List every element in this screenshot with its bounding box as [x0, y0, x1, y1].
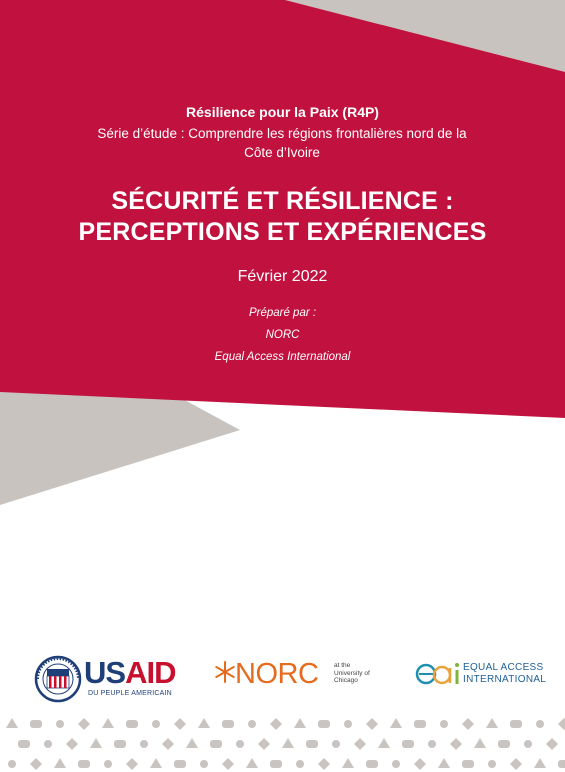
- pattern-motif: [236, 740, 244, 748]
- pattern-motif: [114, 740, 126, 748]
- pattern-motif: [462, 760, 474, 768]
- decorative-pattern-band: [0, 712, 565, 772]
- pattern-motif: [558, 718, 565, 730]
- pattern-motif: [524, 740, 532, 748]
- pattern-motif: [486, 718, 498, 728]
- pattern-motif: [66, 738, 78, 750]
- norc-wordmark: NORC: [235, 658, 319, 690]
- pattern-motif: [44, 740, 52, 748]
- pattern-motif: [282, 738, 294, 748]
- pattern-motif: [510, 758, 522, 770]
- pattern-motif: [536, 720, 544, 728]
- report-date: Février 2022: [237, 268, 328, 285]
- pattern-motif: [534, 758, 546, 768]
- pattern-motif: [258, 738, 270, 750]
- report-title-line-2: PERCEPTIONS ET EXPÉRIENCES: [78, 218, 487, 246]
- pattern-motif: [318, 758, 330, 770]
- author-eai: Equal Access International: [214, 351, 351, 363]
- pattern-motif: [162, 738, 174, 750]
- author-norc: NORC: [265, 329, 300, 341]
- pattern-motif: [198, 718, 210, 728]
- pattern-motif: [414, 720, 426, 728]
- pattern-motif: [558, 760, 565, 768]
- pattern-motif: [294, 718, 306, 728]
- eai-mark-icon: [414, 656, 464, 692]
- pattern-motif: [150, 758, 162, 768]
- pattern-motif: [392, 760, 400, 768]
- pattern-motif: [30, 758, 42, 770]
- pattern-motif: [78, 718, 90, 730]
- pattern-motif: [344, 720, 352, 728]
- pattern-motif: [200, 760, 208, 768]
- pattern-motif: [402, 740, 414, 748]
- pattern-motif: [174, 718, 186, 730]
- pattern-motif: [90, 738, 102, 748]
- pattern-motif: [546, 738, 558, 750]
- pattern-motif: [332, 740, 340, 748]
- program-title: Résilience pour la Paix (R4P): [186, 104, 379, 120]
- pattern-motif: [270, 718, 282, 730]
- pattern-motif: [510, 720, 522, 728]
- norc-logo: [213, 656, 413, 704]
- pattern-motif: [366, 760, 378, 768]
- pattern-motif: [152, 720, 160, 728]
- pattern-motif: [390, 718, 402, 728]
- pattern-motif: [354, 738, 366, 750]
- pattern-motif: [54, 758, 66, 768]
- usaid-seal-icon: [34, 655, 82, 703]
- pattern-motif: [126, 720, 138, 728]
- pattern-motif: [378, 738, 390, 748]
- norc-sub-line-2: University of: [334, 669, 370, 677]
- pattern-motif: [414, 758, 426, 770]
- pattern-motif: [428, 740, 436, 748]
- pattern-motif: [210, 740, 222, 748]
- pattern-motif: [174, 760, 186, 768]
- pattern-motif: [318, 720, 330, 728]
- pattern-motif: [498, 740, 510, 748]
- pattern-motif: [270, 760, 282, 768]
- pattern-motif: [140, 740, 148, 748]
- pattern-motif: [186, 738, 198, 748]
- pattern-motif: [248, 720, 256, 728]
- prepared-by-label: Préparé par :: [248, 307, 317, 319]
- pattern-motif: [18, 740, 30, 748]
- report-title: [0, 186, 565, 248]
- pattern-motif: [56, 720, 64, 728]
- prepared-by-block: [0, 302, 565, 368]
- pattern-motif: [462, 718, 474, 730]
- usaid-wordmark: [84, 657, 175, 689]
- usaid-tagline: DU PEUPLE AMERICAIN: [88, 690, 172, 697]
- pattern-motif: [474, 738, 486, 748]
- pattern-motif: [104, 760, 112, 768]
- eai-logo: [414, 656, 559, 704]
- pattern-motif: [438, 758, 450, 768]
- pattern-motif: [126, 758, 138, 770]
- norc-sub-line-3: Chicago: [334, 677, 358, 684]
- eai-wordmark: [463, 662, 546, 686]
- pattern-motif: [102, 718, 114, 728]
- norc-university-text: [334, 662, 394, 685]
- pattern-motif: [30, 720, 42, 728]
- pattern-motif: [78, 760, 90, 768]
- pattern-motif: [296, 760, 304, 768]
- pattern-motif: [306, 740, 318, 748]
- pattern-motif: [6, 718, 18, 728]
- pattern-motif: [342, 758, 354, 768]
- pattern-motif: [8, 760, 16, 768]
- report-title-line-1: SÉCURITÉ ET RÉSILIENCE :: [111, 187, 454, 215]
- pattern-motif: [450, 738, 462, 750]
- usaid-aid: AID: [125, 655, 176, 690]
- pattern-motif: [246, 758, 258, 768]
- norc-star-icon: [213, 660, 237, 684]
- pattern-motif: [366, 718, 378, 730]
- series-subtitle: Série d’étude : Comprendre les régions frontalières nord de la Côte d’Ivoire: [97, 126, 467, 160]
- eai-line-1: EQUAL ACCESS: [463, 662, 544, 673]
- pattern-motif: [440, 720, 448, 728]
- usaid-logo: [34, 653, 186, 705]
- pattern-motif: [222, 720, 234, 728]
- eai-line-2: INTERNATIONAL: [463, 674, 547, 685]
- pattern-motif: [222, 758, 234, 770]
- pattern-motif: [488, 760, 496, 768]
- norc-sub-line-1: at the: [334, 662, 351, 669]
- usaid-us: US: [84, 655, 126, 690]
